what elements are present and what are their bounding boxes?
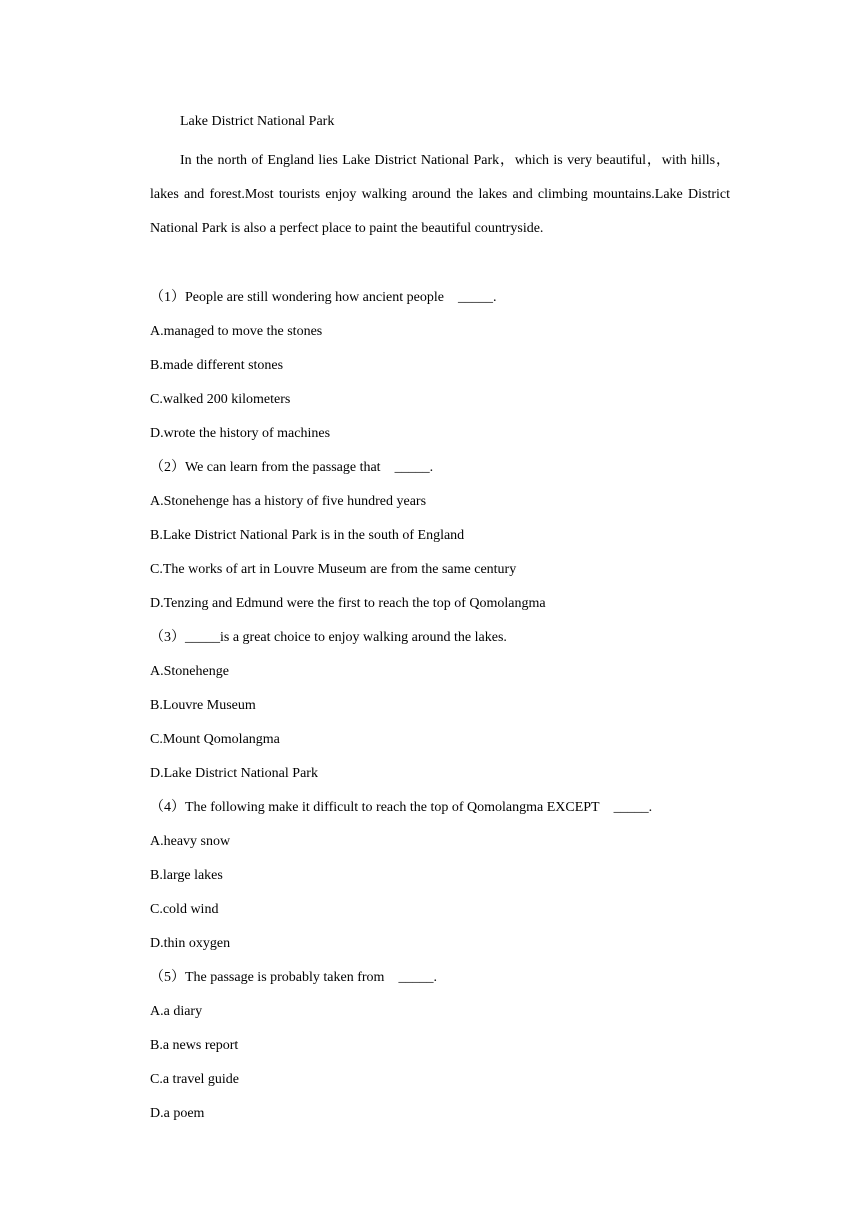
option-d: D.thin oxygen bbox=[150, 936, 231, 951]
question-text: The passage is probably taken from bbox=[185, 970, 385, 985]
option-b: B.Lake District National Park is in the south of England bbox=[150, 528, 465, 543]
question-text: The following make it difficult to reach the top of Qomolangma EXCEPT bbox=[185, 800, 600, 815]
question-text: We can learn from the passage that bbox=[185, 460, 381, 475]
question-2 bbox=[150, 451, 730, 621]
question-5 bbox=[150, 961, 730, 1131]
answer-blank: _____. bbox=[457, 290, 497, 305]
option-c: C.Mount Qomolangma bbox=[150, 732, 280, 747]
option-a: A.a diary bbox=[150, 1004, 203, 1019]
question-stem bbox=[150, 621, 730, 655]
answer-blank: _____. bbox=[613, 800, 653, 815]
document-content bbox=[150, 110, 730, 1131]
question-stem bbox=[150, 451, 730, 485]
option-c: C.a travel guide bbox=[150, 1072, 240, 1087]
question-number: （5） bbox=[150, 970, 185, 985]
question-stem bbox=[150, 791, 730, 825]
option-a: A.heavy snow bbox=[150, 834, 231, 849]
option-b: B.Louvre Museum bbox=[150, 698, 256, 713]
answer-blank: _____. bbox=[394, 460, 434, 475]
option-c: C.walked 200 kilometers bbox=[150, 392, 291, 407]
option-d: D.Lake District National Park bbox=[150, 766, 318, 781]
question-3 bbox=[150, 621, 730, 791]
option-c: C.The works of art in Louvre Museum are from the same century bbox=[150, 562, 517, 577]
passage-body: In the north of England lies Lake District National Park，which is very beautiful，with hills，lakes and forest.Most tourists enjoy walking around the lakes and climbing mountains.Lake District National Park is also a perfect place to paint the beautiful countryside. bbox=[150, 153, 730, 236]
option-b: B.made different stones bbox=[150, 358, 284, 373]
question-text: _____is a great choice to enjoy walking around the lakes. bbox=[185, 630, 507, 645]
question-stem bbox=[150, 281, 730, 315]
question-number: （1） bbox=[150, 290, 185, 305]
option-d: D.wrote the history of machines bbox=[150, 426, 331, 441]
question-list bbox=[150, 281, 730, 1131]
option-b: B.a news report bbox=[150, 1038, 239, 1053]
question-number: （2） bbox=[150, 460, 185, 475]
option-b: B.large lakes bbox=[150, 868, 223, 883]
option-a: A.managed to move the stones bbox=[150, 324, 323, 339]
option-c: C.cold wind bbox=[150, 902, 219, 917]
question-number: （3） bbox=[150, 630, 185, 645]
question-text: People are still wondering how ancient people bbox=[185, 290, 444, 305]
answer-blank: _____. bbox=[398, 970, 437, 985]
option-a: A.Stonehenge has a history of five hundred years bbox=[150, 494, 427, 509]
question-1 bbox=[150, 281, 730, 451]
question-number: （4） bbox=[150, 800, 185, 815]
passage-title: Lake District National Park bbox=[180, 114, 335, 129]
option-a: A.Stonehenge bbox=[150, 664, 229, 679]
question-stem bbox=[150, 961, 730, 995]
option-d: D.a poem bbox=[150, 1106, 205, 1121]
question-4 bbox=[150, 791, 730, 961]
option-d: D.Tenzing and Edmund were the first to reach the top of Qomolangma bbox=[150, 596, 546, 611]
